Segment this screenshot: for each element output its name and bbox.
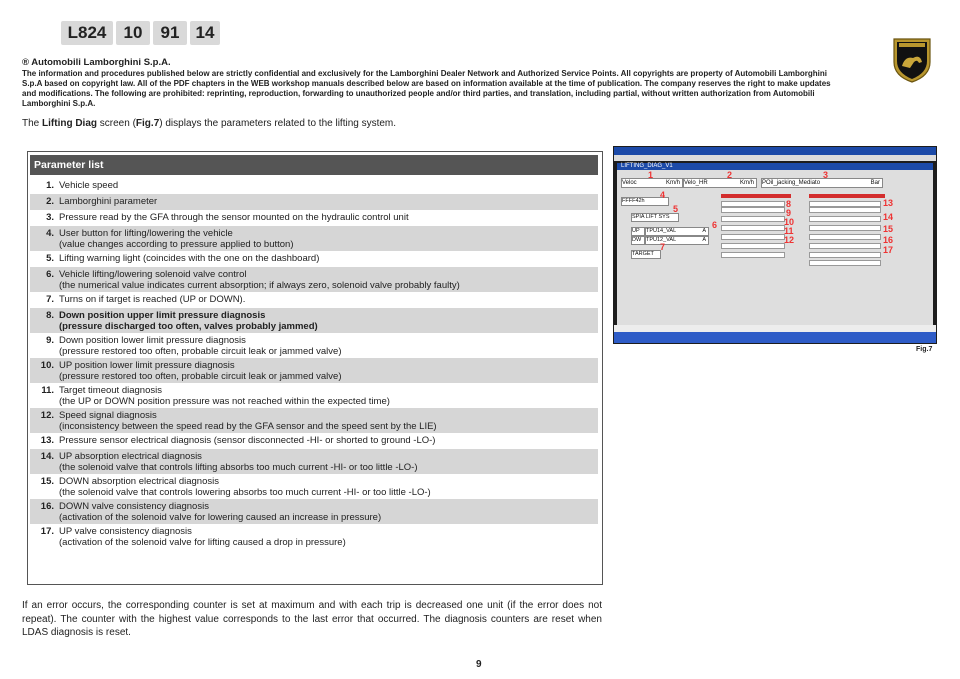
parameter-number: 2. [46, 196, 54, 207]
lifting-diag-term: Lifting Diag [42, 118, 98, 129]
app-menu-bar [614, 155, 936, 161]
parameter-row [30, 524, 598, 549]
parameter-row [30, 292, 598, 308]
parameter-row [30, 251, 598, 267]
parameter-row [30, 408, 598, 433]
parameter-row [30, 267, 598, 292]
parameter-text: Turns on if target is reached (UP or DOWN). [59, 294, 246, 305]
parameter-row [30, 210, 598, 226]
parameter-number: 15. [40, 476, 54, 487]
diag-line [809, 216, 881, 222]
parameter-row [30, 499, 598, 524]
error-counter-paragraph: If an error occurs, the corresponding counter is set at maximum and with each trip is decreased one unit (if the error does not repeat). The counter with the highest value corresponds to the last error that occurred. The diagnosis counters are reset when LDAS diagnosis is reset. [22, 600, 602, 638]
lamborghini-bull-shield-icon [891, 36, 933, 84]
parameter-text: (the UP or DOWN position pressure was not reached within the expected time) [59, 396, 390, 407]
taskbar [614, 332, 936, 343]
callout-11: 11 [784, 226, 794, 236]
diag-line [809, 207, 881, 213]
parameter-row [30, 178, 598, 194]
parameter-text: (inconsistency between the speed read by the GFA sensor and the speed sent by the LIE) [59, 421, 437, 432]
parameter-number: 1. [46, 180, 54, 191]
parameter-row [30, 308, 598, 333]
parameter-text: (value changes according to pressure applied to button) [59, 239, 294, 250]
callout-13: 13 [883, 198, 894, 208]
diag-line [809, 260, 881, 266]
callout-6: 6 [712, 220, 718, 230]
parameter-number: 6. [46, 269, 54, 280]
diag-line [721, 243, 785, 249]
parameter-text: Lamborghini parameter [59, 196, 158, 207]
lifting-diag-screenshot [613, 146, 937, 344]
parameter-row [30, 474, 598, 499]
parameter-text: Vehicle speed [59, 180, 119, 191]
parameter-number: 5. [46, 253, 54, 264]
callout-4: 4 [660, 190, 666, 200]
intro-sentence: The Lifting Diag screen (Fig.7) displays the parameters related to the lifting system. [22, 118, 397, 129]
parameter-text: (the numerical value indicates current absorption; if always zero, solenoid valve probably faulty) [59, 280, 460, 291]
manual-code-91: 91 [153, 21, 187, 45]
spia-field: SPIA LIFT SYS [631, 213, 679, 222]
parameter-text: Pressure read by the GFA through the sensor mounted on the hydraulic control unit [59, 212, 409, 223]
target-field: TARGET [631, 250, 661, 259]
parameter-row [30, 333, 598, 358]
diag-line [721, 252, 785, 258]
parameter-row [30, 226, 598, 251]
parameter-row [30, 358, 598, 383]
ffff-field: FFFF42h [621, 197, 669, 206]
parameter-number: 3. [46, 212, 54, 223]
parameter-text: (activation of the solenoid valve for lowering caused an increase in pressure) [59, 512, 382, 523]
callout-12: 12 [784, 235, 795, 245]
notice-company: ® Automobili Lamborghini S.p.A. [22, 57, 171, 68]
callout-2: 2 [727, 170, 733, 180]
diag-line [721, 234, 785, 240]
parameter-number: 17. [40, 526, 54, 537]
diag-group-header-mid [721, 194, 791, 198]
parameter-text: UP position lower limit pressure diagnosis [59, 360, 235, 371]
window-title: LIFTING_DIAG_V1 [617, 163, 933, 170]
parameter-text: Speed signal diagnosis [59, 410, 157, 421]
callout-3: 3 [823, 170, 829, 180]
diag-line [809, 234, 881, 240]
manual-code-l824: L824 [61, 21, 113, 45]
parameter-number: 14. [40, 451, 54, 462]
diag-line [721, 207, 785, 213]
callout-10: 10 [784, 217, 795, 227]
parameter-text: (pressure restored too often, probable circuit leak or jammed valve) [59, 371, 342, 382]
fig-reference: Fig.7 [135, 118, 160, 129]
parameter-row [30, 433, 598, 449]
parameter-row [30, 194, 598, 210]
callout-15: 15 [883, 224, 894, 234]
parameter-text: (pressure restored too often, probable circuit leak or jammed valve) [59, 346, 342, 357]
callout-17: 17 [883, 245, 894, 255]
parameter-list [27, 151, 603, 585]
manual-code-14: 14 [190, 21, 220, 45]
parameter-text: Pressure sensor electrical diagnosis (sensor disconnected -HI- or shorted to ground -LO-) [59, 435, 436, 446]
parameter-text: User button for lifting/lowering the vehicle [59, 228, 233, 239]
parameter-text: (the solenoid valve that controls lowering absorbs too much current -HI- or too little -LO-) [59, 487, 431, 498]
copyright-notice [22, 58, 840, 109]
diag-line [721, 216, 785, 222]
parameter-number: 13. [40, 435, 54, 446]
tpu14-field: TPU14_VAL A [645, 227, 709, 236]
callout-9: 9 [786, 208, 792, 218]
callout-7: 7 [660, 242, 666, 252]
parameter-row [30, 449, 598, 474]
poil-field: POil_jacking_Mediato Bar [761, 178, 883, 188]
parameter-text: (pressure discharged too often, valves probably jammed) [59, 321, 318, 332]
up-label: UP [631, 227, 645, 236]
parameter-number: 8. [46, 310, 54, 321]
callout-8: 8 [786, 199, 792, 209]
parameter-text: (the solenoid valve that controls lifting absorbs too much current -HI- or too little -LO-) [59, 462, 418, 473]
app-title-bar [614, 147, 936, 155]
parameter-text: (activation of the solenoid valve for lifting caused a drop in pressure) [59, 537, 346, 548]
diag-line [809, 225, 881, 231]
velo-hr-field: Velo_HR Km/h [683, 178, 757, 188]
parameter-text: Target timeout diagnosis [59, 385, 162, 396]
parameter-number: 16. [40, 501, 54, 512]
parameter-number: 12. [40, 410, 54, 421]
status-bar [614, 325, 936, 332]
parameter-text: DOWN absorption electrical diagnosis [59, 476, 219, 487]
callout-1: 1 [648, 170, 654, 180]
tpu12-field: TPU12_VAL A [645, 236, 709, 245]
parameter-number: 11. [41, 385, 54, 396]
parameter-list-title: Parameter list [30, 155, 598, 175]
parameter-text: UP valve consistency diagnosis [59, 526, 192, 537]
dw-label: DW [631, 236, 645, 245]
parameter-number: 4. [46, 228, 54, 239]
page-number: 9 [476, 659, 482, 670]
callout-16: 16 [883, 235, 894, 245]
figure-caption: Fig.7 [916, 346, 933, 353]
parameter-number: 10. [40, 360, 54, 371]
parameter-text: Vehicle lifting/lowering solenoid valve control [59, 269, 247, 280]
parameter-text: Down position upper limit pressure diagnosis [59, 310, 266, 321]
diag-line [721, 225, 785, 231]
diag-panel [617, 170, 933, 325]
callout-5: 5 [673, 204, 679, 214]
diag-line [809, 252, 881, 258]
notice-text: The information and procedures published below are strictly confidential and exclusively for the Lamborghini Dealer Network and Authorized Service Points. All copyrights are property of Automobili Lamborghini S.p.A based on copyright law. All of the PDF chapters in the WEB workshop manuals described below are based on information available at the time of publication. The company reserves the right to make updates and modifications. The following are prohibited: reprinting, reproduction, forwarding to unauthorized people and/or third parties, and translation, including partial, without written authorization from Automobili Lamborghini S.p.A. [22, 69, 831, 108]
parameter-number: 9. [46, 335, 54, 346]
veloc-field: Veloc Km/h [621, 178, 683, 188]
manual-code-10: 10 [116, 21, 150, 45]
diag-line [809, 243, 881, 249]
parameter-row [30, 383, 598, 408]
diag-group-header-right [809, 194, 885, 198]
callout-14: 14 [883, 212, 894, 222]
parameter-text: Down position lower limit pressure diagnosis [59, 335, 246, 346]
parameter-number: 7. [46, 294, 54, 305]
parameter-text: UP absorption electrical diagnosis [59, 451, 202, 462]
parameter-text: Lifting warning light (coincides with the one on the dashboard) [59, 253, 320, 264]
parameter-text: DOWN valve consistency diagnosis [59, 501, 209, 512]
